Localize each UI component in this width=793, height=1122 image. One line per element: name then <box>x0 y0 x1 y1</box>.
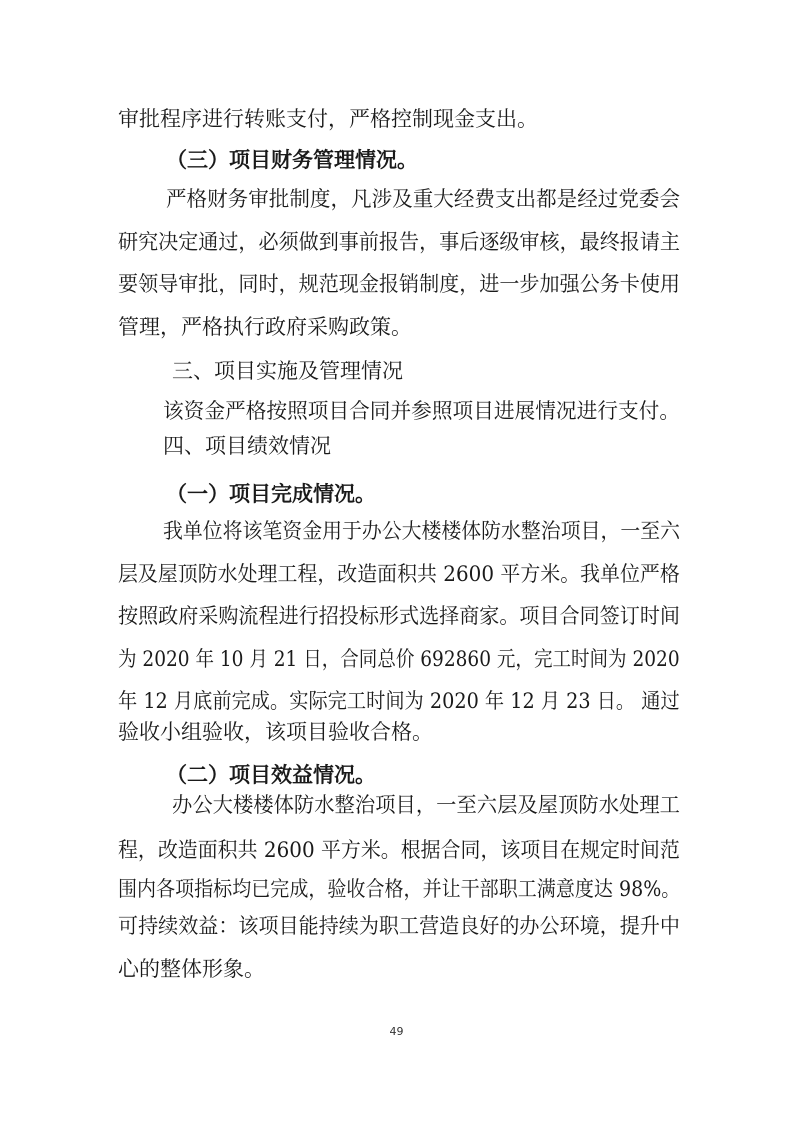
paragraph-line: 审批程序进行转账支付，严格控制现金支出。 <box>118 107 538 131</box>
paragraph-line: 该资金严格按照项目合同并参照项目进展情况进行支付。 <box>163 399 680 423</box>
section-heading: （二）项目效益情况。 <box>166 763 376 787</box>
paragraph-line: 可持续效益：该项目能持续为职工营造良好的办公环境，提升中 <box>118 914 680 938</box>
paragraph-line: 严格财务审批制度，凡涉及重大经费支出都是经过党委会 <box>166 187 680 211</box>
paragraph-line: 层及屋顶防水处理工程，改造面积共 2600 平方米。我单位严格 <box>118 562 680 586</box>
section-heading: 三、项目实施及管理情况 <box>172 359 403 383</box>
paragraph-line: 验收小组验收，该项目验收合格。 <box>118 720 433 744</box>
paragraph-line: 年 12 月底前完成。实际完工时间为 2020 年 12 月 23 日。 通过 <box>118 689 680 713</box>
paragraph-line: 办公大楼楼体防水整治项目，一至六层及屋顶防水处理工 <box>172 793 680 817</box>
section-heading: （一）项目完成情况。 <box>166 482 376 506</box>
paragraph-line: 管理，严格执行政府采购政策。 <box>118 315 412 339</box>
section-heading: （三）项目财务管理情况。 <box>166 148 418 172</box>
page-number: 49 <box>389 1025 404 1038</box>
paragraph-line: 研究决定通过，必须做到事前报告，事后逐级审核，最终报请主 <box>118 230 680 254</box>
section-heading: 四、项目绩效情况 <box>163 434 331 458</box>
paragraph-line: 我单位将该笔资金用于办公大楼楼体防水整治项目，一至六 <box>163 519 680 543</box>
paragraph-line: 心的整体形象。 <box>118 957 265 981</box>
paragraph-line: 围内各项指标均已完成，验收合格，并让干部职工满意度达 98%。 <box>118 877 681 901</box>
paragraph-line: 按照政府采购流程进行招投标形式选择商家。项目合同签订时间 <box>118 604 680 628</box>
paragraph-line: 程，改造面积共 2600 平方米。根据合同，该项目在规定时间范 <box>118 838 680 862</box>
paragraph-line: 要领导审批，同时，规范现金报销制度，进一步加强公务卡使用 <box>118 272 680 296</box>
paragraph-line: 为 2020 年 10 月 21 日，合同总价 692860 元，完工时间为 2020 <box>118 647 680 671</box>
